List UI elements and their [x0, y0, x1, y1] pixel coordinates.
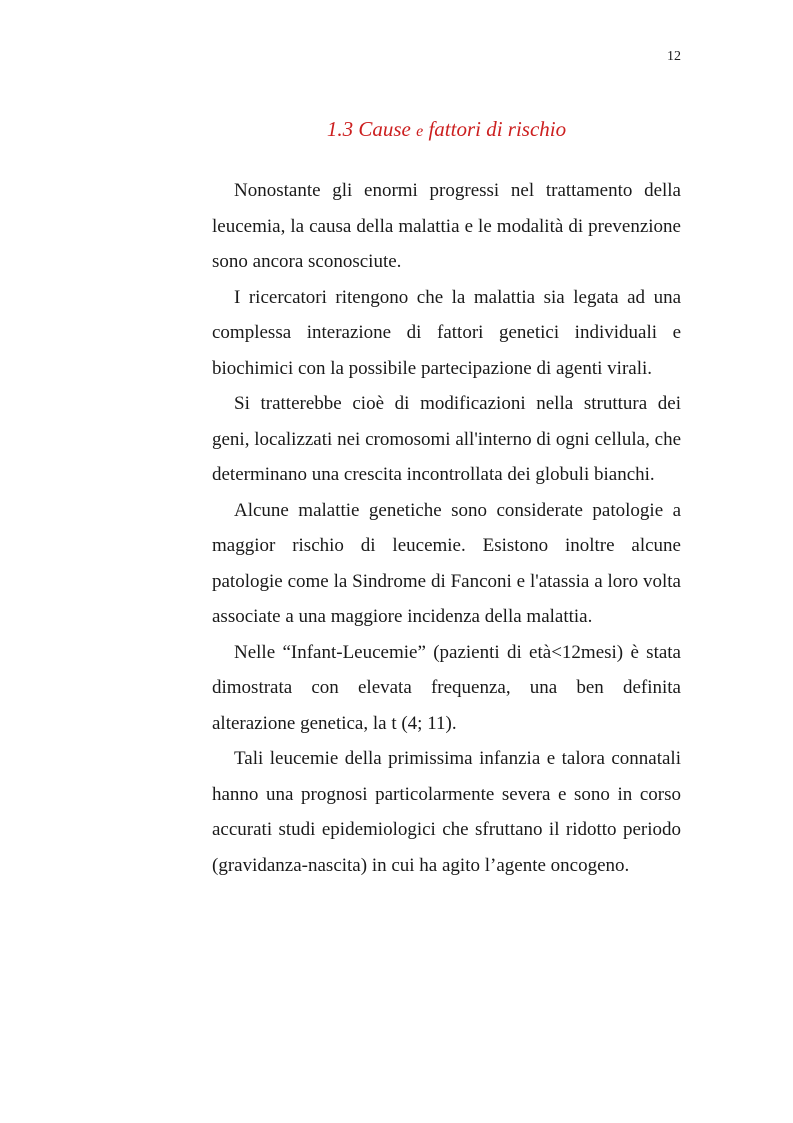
- body-text: [212, 173, 681, 883]
- paragraph-4: Alcune malattie genetiche sono considerate patologie a maggior rischio di leucemie. Esistono inoltre alcune patologie come la Sindrome di Fanconi e l'atassia a loro volta associate a una maggiore incidenza della malattia.: [212, 499, 681, 627]
- paragraph-3: Si tratterebbe cioè di modificazioni nella struttura dei geni, localizzati nei cromosomi all'interno di ogni cellula, che determinano una crescita incontrollata dei globuli bianchi.: [212, 393, 681, 485]
- section-title-word-3: fattori di rischio: [428, 117, 567, 141]
- section-title-word-2: e: [416, 123, 424, 140]
- paragraph-5: Nelle “Infant-Leucemie” (pazienti di età<12mesi) è stata dimostrata con elevata frequenza, una ben definita alterazione genetica, la t (4; 11).: [212, 641, 681, 734]
- section-title-word-1: Cause: [358, 117, 411, 141]
- paragraph-6: Tali leucemie della primissima infanzia e talora connatali hanno una prognosi particolarmente severa e sono in corso accurati studi epidemiologici che sfruttano il ridotto periodo (gravidanza-nascita) in cui ha agito l’agente oncogeno.: [212, 748, 681, 876]
- paragraph-2: I ricercatori ritengono che la malattia sia legata ad una complessa interazione di fattori genetici individuali e biochimici con la possibile partecipazione di agenti virali.: [212, 286, 681, 379]
- section-number: 1.3: [326, 117, 354, 141]
- paragraph-1: Nonostante gli enormi progressi nel trattamento della leucemia, la causa della malattia e le modalità di prevenzione sono ancora sconosciute.: [212, 180, 681, 272]
- section-title: [212, 114, 681, 147]
- page-number: 12: [667, 49, 681, 64]
